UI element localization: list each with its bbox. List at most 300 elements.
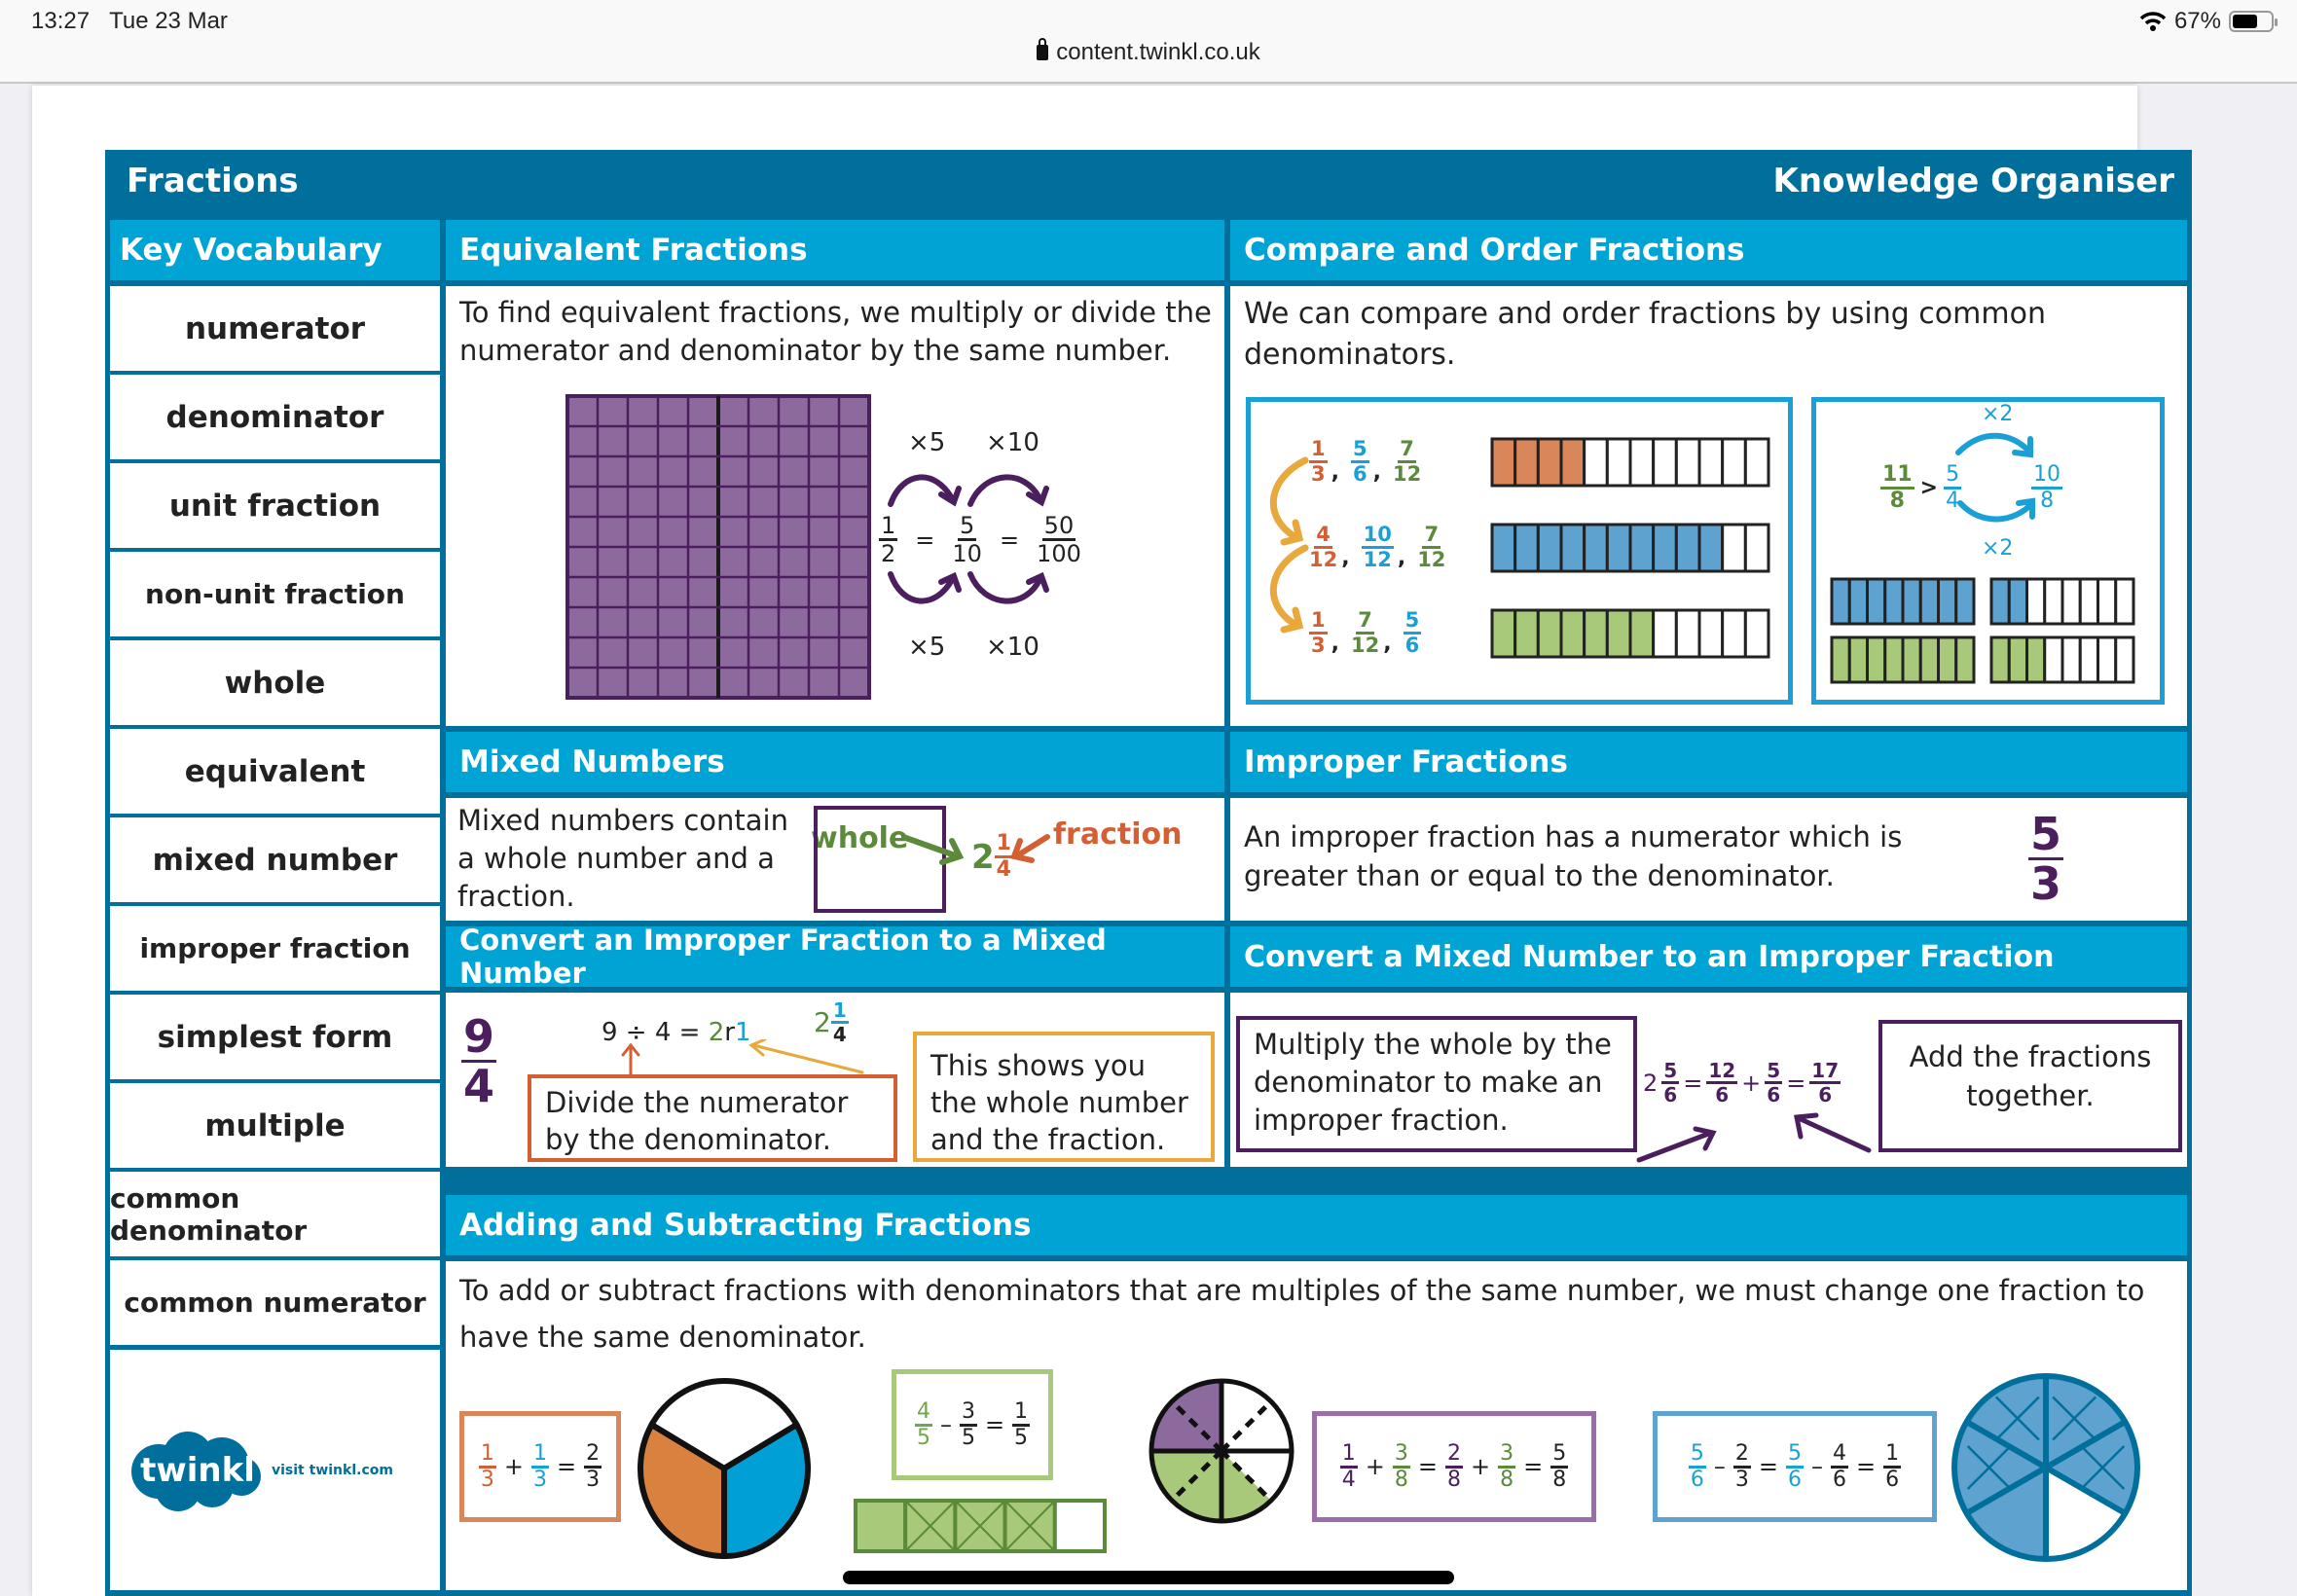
bar-segment-empty [1654, 439, 1677, 486]
bar-segment-filled [1849, 579, 1867, 624]
fraction [1351, 610, 1379, 656]
eq-left: 9 ÷ 4 = [602, 1018, 709, 1047]
fraction-part [995, 833, 1013, 881]
bar-segment-filled [1654, 525, 1677, 571]
whole-part: 2 [1643, 1069, 1659, 1097]
conversion-equation [1643, 1061, 1841, 1105]
bar-segment-empty [2098, 579, 2116, 624]
fraction [1550, 1440, 1568, 1492]
fraction-bar [1989, 577, 2135, 626]
adding-text: To add or subtract fractions with denominators that are multiples of the same number, we must change one fraction to have the same denominator. [459, 1274, 2145, 1354]
bar-segment-empty [1676, 610, 1699, 657]
bar-segment-empty [2080, 637, 2097, 682]
bar-segment-filled [1885, 579, 1903, 624]
op-top-1: ×5 [908, 428, 946, 457]
comma: , [1372, 460, 1381, 485]
comma: , [1383, 632, 1392, 656]
bar-segment-filled [1515, 525, 1539, 571]
equals: = [1683, 1069, 1703, 1097]
vocab-item: unit fraction [110, 463, 440, 548]
den: 4 [1946, 489, 1960, 513]
denominator: 5 [961, 1425, 975, 1450]
fraction [584, 1440, 602, 1492]
bar-segment-filled [1561, 610, 1585, 657]
fraction-10-8 [2031, 464, 2062, 512]
operator: – [1811, 1453, 1823, 1480]
op-bottom-2: ×10 [986, 633, 1039, 662]
numerator: 4 [1314, 525, 1332, 549]
num: 17 [1811, 1059, 1840, 1082]
equivalent-panel [446, 286, 1224, 726]
operator: + [1365, 1453, 1385, 1480]
vocab-heading: Key Vocabulary [110, 220, 440, 280]
fraction [479, 1440, 496, 1492]
den: 4 [996, 857, 1011, 882]
numerator: 5 [1786, 1443, 1804, 1469]
denominator: 3 [1311, 462, 1326, 486]
bar-segment-filled [1492, 439, 1515, 486]
equation [1658, 1416, 1932, 1517]
addition-example-1 [459, 1411, 621, 1522]
eq-r: r [724, 1018, 735, 1047]
fraction [1445, 1440, 1463, 1492]
fraction-bar [1490, 608, 1770, 659]
denominator: 6 [1352, 462, 1367, 486]
mixed-number-example [971, 833, 1013, 881]
fraction-row [1309, 439, 1421, 485]
denominator: 6 [1404, 634, 1420, 657]
vocab-item: improper fraction [110, 906, 440, 991]
operator: + [503, 1453, 524, 1480]
multiply-explanation-box: Multiply the whole by the denominator to make an improper fraction. [1236, 1016, 1637, 1152]
fraction-half [879, 514, 897, 565]
num: 1 [832, 998, 847, 1022]
fraction-11-8 [1880, 464, 1914, 512]
fraction [1362, 525, 1394, 570]
bar-segment-filled [1920, 579, 1938, 624]
result-mixed [814, 1000, 849, 1044]
fraction [1309, 439, 1328, 485]
pie-sixths [1949, 1370, 2143, 1565]
denominator: 6 [1690, 1467, 1704, 1492]
equivalent-equation [879, 514, 1081, 565]
equivalent-text: To find equivalent fractions, we multiply or divide the numerator and denominator by the same number. [459, 296, 1212, 367]
greater-than: > [1919, 476, 1939, 500]
bar-segment-filled [1991, 579, 2009, 624]
organiser-subtitle: Knowledge Organiser [1772, 162, 2174, 200]
arrows-bottom-icon [879, 570, 1093, 613]
addition-example-3 [1312, 1411, 1596, 1522]
bar-segment-filled [1585, 525, 1608, 571]
numerator: 7 [1398, 439, 1416, 463]
compare-panel [1230, 286, 2187, 726]
home-indicator[interactable] [843, 1571, 1454, 1584]
vocab-item: common numerator [110, 1260, 440, 1345]
op-bottom-1: ×5 [908, 633, 946, 662]
bar-segment-filled [1492, 525, 1515, 571]
den: 3 [2030, 857, 2062, 910]
convert2-panel [1230, 993, 2187, 1167]
numerator: 1 [1309, 610, 1328, 635]
adding-panel [446, 1261, 2187, 1590]
compare-text: We can compare and order fractions by using common denominators. [1244, 297, 2046, 372]
bar-segment-empty [1676, 439, 1699, 486]
bar-segment-filled [1832, 579, 1849, 624]
pie-center [1217, 1446, 1226, 1456]
vocab-item: denominator [110, 375, 440, 459]
num: 5 [1944, 464, 1961, 490]
compare-heading: Compare and Order Fractions [1230, 220, 2187, 280]
op-bottom: ×2 [1982, 536, 2014, 561]
numerator: 1 [1012, 1401, 1030, 1427]
num: 1 [995, 833, 1013, 858]
status-icons [2139, 8, 2274, 35]
bar-segment [856, 1501, 905, 1551]
bar-segment-empty [2116, 579, 2133, 624]
convert1-heading: Convert an Improper Fraction to a Mixed Number [446, 926, 1224, 987]
fraction-50-100 [1037, 514, 1081, 565]
divide-explanation-box: Divide the numerator by the denominator. [528, 1074, 897, 1162]
comma: , [1397, 546, 1406, 570]
denominator: 12 [1363, 548, 1392, 571]
op-top-2: ×10 [986, 428, 1039, 457]
bar-segment-filled [1903, 637, 1920, 682]
bar-segment-filled [1630, 610, 1654, 657]
visit-link[interactable]: visit twinkl.com [272, 1463, 393, 1478]
den: 6 [1767, 1083, 1781, 1106]
bar-segment-filled [1515, 439, 1539, 486]
bar-segment-empty [2045, 579, 2062, 624]
mixed-text: Mixed numbers contain a whole number and a fraction. [457, 804, 788, 913]
bar-segment-empty [2116, 637, 2133, 682]
den: 2 [881, 540, 896, 567]
lock-icon [1037, 45, 1048, 60]
vocab-item: numerator [110, 286, 440, 371]
comma: , [1331, 460, 1339, 485]
result-fraction [831, 1000, 849, 1044]
denominator: 8 [1394, 1467, 1408, 1492]
vocab-item: multiple [110, 1083, 440, 1168]
bar-segment-filled [1885, 637, 1903, 682]
time-text: 13:27 [31, 8, 91, 34]
num: 5 [960, 512, 975, 539]
vocab-item: mixed number [110, 817, 440, 902]
twinkl-logo[interactable] [129, 1428, 266, 1515]
den: 4 [832, 1023, 847, 1046]
bar-segment-filled [1515, 610, 1539, 657]
fraction-5-10 [952, 514, 982, 565]
fraction [1689, 1440, 1706, 1492]
numerator: 2 [1445, 1443, 1463, 1469]
den: 6 [1818, 1083, 1833, 1106]
bar-segment-empty [2080, 579, 2097, 624]
den: 8 [1889, 489, 1905, 513]
numerator: 5 [1550, 1443, 1568, 1469]
operator: = [1856, 1453, 1877, 1480]
numerator: 2 [584, 1443, 602, 1469]
plus: + [1741, 1069, 1762, 1097]
denominator: 3 [480, 1467, 494, 1492]
mixed-heading: Mixed Numbers [446, 732, 1224, 792]
equation [464, 1416, 616, 1517]
numerator: 4 [1831, 1443, 1848, 1469]
denominator: 6 [1788, 1467, 1802, 1492]
battery-percent: 67% [2173, 8, 2221, 34]
numerator: 5 [1404, 610, 1422, 635]
operator: = [557, 1453, 577, 1480]
fraction-5-4 [1944, 464, 1961, 512]
bar-segment-empty [2027, 579, 2045, 624]
bar-segment-filled [1492, 610, 1515, 657]
den: 8 [2040, 489, 2055, 513]
subtraction-example-2 [892, 1369, 1053, 1480]
fraction [1351, 439, 1369, 485]
bar-segment [1055, 1501, 1105, 1551]
denominator: 5 [1014, 1425, 1029, 1450]
whole-label: whole [811, 821, 909, 855]
bar-segment-filled [1920, 637, 1938, 682]
denominator: 12 [1350, 634, 1380, 657]
improper-heading: Improper Fractions [1230, 732, 2187, 792]
denominator: 12 [1392, 462, 1422, 486]
fraction-bar [1490, 437, 1770, 488]
numerator: 1 [479, 1443, 496, 1469]
bar-segment-filled [1832, 637, 1849, 682]
numerator: 1 [1340, 1443, 1358, 1469]
fraction [1786, 1440, 1804, 1492]
numerator: 2 [1733, 1443, 1751, 1469]
hundred-square-grid [565, 394, 871, 700]
op-top: ×2 [1982, 402, 2014, 426]
bar-segment-filled [1676, 525, 1699, 571]
operator: = [1758, 1453, 1778, 1480]
operator: = [984, 1411, 1005, 1438]
fraction-row [1309, 525, 1445, 570]
compare-example-2 [1811, 397, 2165, 705]
improper-panel [1230, 798, 2187, 921]
fraction [1498, 1440, 1515, 1492]
den: 6 [1715, 1083, 1730, 1106]
fraction [1417, 525, 1445, 570]
fraction [1340, 1440, 1358, 1492]
bar-segment-filled [1538, 439, 1561, 486]
denominator: 12 [1417, 548, 1446, 571]
equals: = [999, 526, 1020, 554]
equation [1317, 1416, 1591, 1517]
improper-text: An improper fraction has a numerator which is greater than or equal to the denominator. [1244, 820, 1903, 892]
pie-thirds [635, 1376, 814, 1561]
bar-segment-empty [2062, 637, 2080, 682]
compare-equation-2 [1880, 464, 2062, 512]
whole-part: 2 [971, 837, 995, 877]
den: 100 [1037, 540, 1081, 567]
bar-segment-filled [1630, 525, 1654, 571]
bar-segment-empty [1699, 439, 1723, 486]
num: 5 [2030, 808, 2062, 860]
equation [896, 1374, 1048, 1475]
bar-segment-filled [1561, 439, 1585, 486]
bar-segment-filled [1903, 579, 1920, 624]
bar-segment-empty [2062, 579, 2080, 624]
bar-segment-filled [2009, 637, 2026, 682]
operator: = [1417, 1453, 1438, 1480]
den: 4 [463, 1060, 495, 1112]
fraction [1309, 610, 1328, 656]
bar-segment-filled [2009, 579, 2026, 624]
status-bar [0, 0, 2297, 84]
frac-a [1661, 1061, 1679, 1105]
den: 10 [952, 540, 982, 567]
operator: – [939, 1411, 952, 1438]
bar-segment-empty [1745, 439, 1768, 486]
fraction-bar [1989, 635, 2135, 684]
num: 9 [463, 1010, 495, 1063]
knowledge-organiser [105, 150, 2192, 1596]
vocab-item: common denominator [110, 1172, 440, 1256]
fraction [1831, 1440, 1848, 1492]
bar-segment-filled [1607, 525, 1630, 571]
frac-b [1706, 1061, 1737, 1105]
denominator: 6 [1885, 1467, 1900, 1492]
compare-example-1 [1246, 397, 1793, 705]
bar-segment-filled [1956, 579, 1974, 624]
vocab-item: whole [110, 640, 440, 725]
adding-heading: Adding and Subtracting Fractions [446, 1195, 2187, 1255]
bar-segment-filled [1939, 637, 1956, 682]
vocab-item: simplest form [110, 995, 440, 1079]
equivalent-heading: Equivalent Fractions [446, 220, 1224, 280]
fraction [1309, 525, 1337, 570]
arrows-top-icon [879, 465, 1093, 508]
fifths-bar [853, 1498, 1108, 1556]
organiser-title: Fractions [127, 162, 299, 200]
num: 11 [1880, 464, 1914, 490]
denominator: 6 [1833, 1467, 1846, 1492]
fraction [1404, 610, 1422, 656]
wifi-icon [2139, 11, 2167, 32]
bar-segment-empty [1723, 439, 1746, 486]
frac-result [1809, 1061, 1841, 1105]
bar-segment-filled [1538, 525, 1561, 571]
denominator: 8 [1552, 1467, 1567, 1492]
bar-segment-filled [1561, 525, 1585, 571]
denominator: 4 [1341, 1467, 1356, 1492]
den: 6 [1663, 1083, 1678, 1106]
fraction [1012, 1398, 1030, 1450]
numerator: 10 [1362, 525, 1394, 549]
fraction [1883, 1440, 1901, 1492]
num: 1 [881, 512, 896, 539]
bar-segment-empty [1745, 525, 1768, 571]
bar-segment-empty [2045, 637, 2062, 682]
fraction-row [1309, 610, 1421, 656]
num: 5 [1767, 1059, 1781, 1082]
bar-segment-filled [2027, 637, 2045, 682]
denominator: 5 [916, 1425, 930, 1450]
fraction [960, 1398, 977, 1450]
operator: – [1713, 1453, 1726, 1480]
fraction [1393, 439, 1421, 485]
bar-segment-empty [1630, 439, 1654, 486]
comma: , [1331, 632, 1339, 656]
equals: = [915, 526, 935, 554]
operator: + [1471, 1453, 1491, 1480]
bar-segment-empty [1745, 610, 1768, 657]
numerator: 5 [1351, 439, 1369, 463]
whole-part: 2 [814, 1006, 831, 1038]
numerator: 3 [1498, 1443, 1515, 1469]
bar-segment-filled [1699, 525, 1723, 571]
vocab-item: equivalent [110, 729, 440, 814]
clock [31, 8, 228, 35]
bar-segment-filled [1607, 610, 1630, 657]
bar-segment-filled [1991, 637, 2009, 682]
num: 50 [1043, 512, 1075, 539]
fraction [531, 1440, 549, 1492]
frac-c [1765, 1061, 1782, 1105]
bar-segment-filled [1956, 637, 1974, 682]
bar-segment-empty [1585, 439, 1608, 486]
bar-segment-filled [1585, 610, 1608, 657]
logo-cell [110, 1350, 440, 1590]
numerator: 3 [960, 1401, 977, 1427]
bar-segment-empty [1723, 525, 1746, 571]
equivalent-example [879, 428, 1229, 681]
result-explanation-box: This shows you the whole number and the fraction. [913, 1032, 1215, 1162]
numerator: 5 [1689, 1443, 1706, 1469]
bar-segment-filled [1849, 637, 1867, 682]
fraction-bar [1830, 635, 1976, 684]
pie-eighths [1147, 1376, 1296, 1526]
denominator: 3 [533, 1467, 547, 1492]
denominator: 3 [586, 1467, 601, 1492]
num: 10 [2031, 464, 2062, 490]
bar-segment-empty [1723, 610, 1746, 657]
battery-level [2233, 15, 2257, 28]
numerator: 7 [1356, 610, 1374, 635]
improper-9-4 [461, 1010, 496, 1112]
denominator: 8 [1447, 1467, 1461, 1492]
denominator: 12 [1309, 548, 1338, 571]
numerator: 1 [531, 1443, 549, 1469]
fraction [915, 1398, 932, 1450]
fraction [1393, 1440, 1410, 1492]
convert2-heading: Convert a Mixed Number to an Improper Fraction [1230, 926, 2187, 987]
improper-example [2028, 808, 2063, 910]
address-bar[interactable] [0, 39, 2297, 66]
num: 12 [1708, 1059, 1736, 1082]
bar-segment-empty [1654, 610, 1677, 657]
mixed-panel [446, 798, 1224, 921]
convert1-arrows-icon [543, 1039, 874, 1078]
bar-segment-empty [2098, 637, 2116, 682]
bar-segment-filled [1868, 637, 1885, 682]
bar-segment-filled [1939, 579, 1956, 624]
eq-remainder: 1 [734, 1018, 751, 1047]
url-text: content.twinkl.co.uk [1056, 39, 1260, 65]
logo-text: twinkl [140, 1451, 255, 1490]
fraction [1733, 1440, 1751, 1492]
date-text: Tue 23 Mar [109, 8, 228, 34]
comma: , [1341, 546, 1350, 570]
denominator: 3 [1311, 634, 1326, 657]
vocab-item: non-unit fraction [110, 552, 440, 636]
add-explanation-box: Add the fractions together. [1878, 1020, 2182, 1152]
fraction-bar [1490, 523, 1770, 573]
bar-segment-filled [1538, 610, 1561, 657]
bar-segment-empty [1607, 439, 1630, 486]
num: 5 [1663, 1059, 1678, 1082]
